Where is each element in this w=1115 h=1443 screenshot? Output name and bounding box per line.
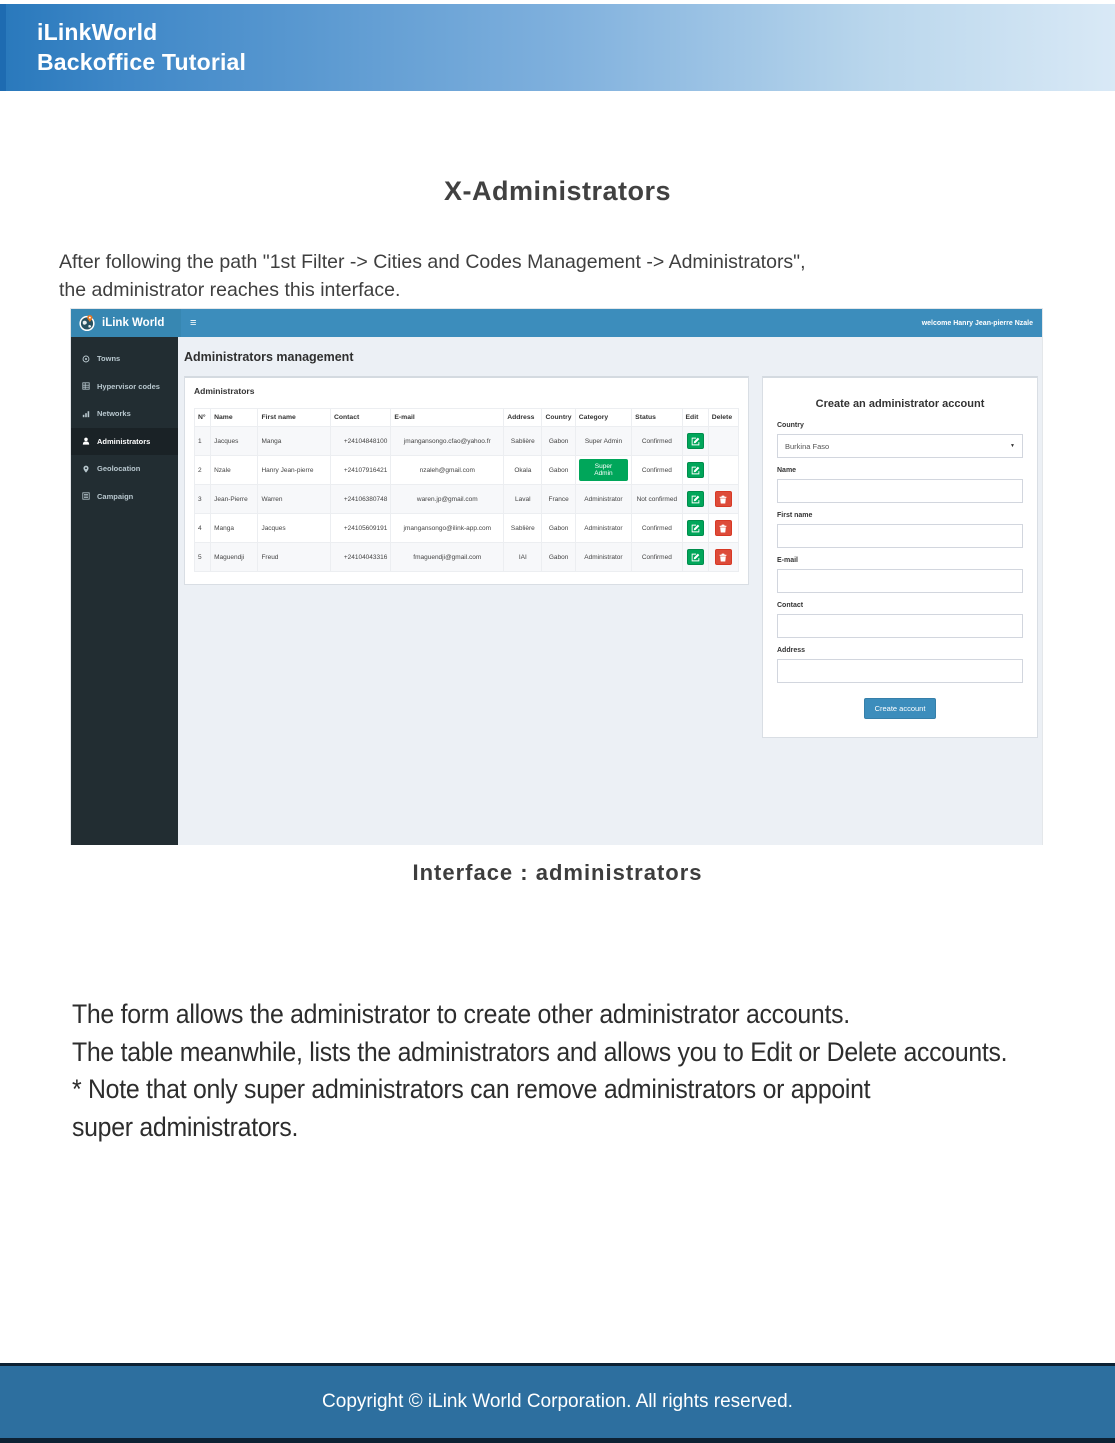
contact-field[interactable] (777, 614, 1023, 638)
contact-label: Contact (777, 602, 804, 609)
chevron-down-icon: ▼ (1010, 443, 1015, 449)
app-content (178, 337, 1042, 845)
cell-status: Confirmed (632, 543, 682, 572)
create-account-panel (762, 376, 1038, 738)
address-field[interactable] (777, 659, 1023, 683)
first-name-label: First name (777, 512, 813, 519)
col-header-address: Address (504, 409, 542, 427)
cell-email: nzaleh@gmail.com (391, 456, 504, 485)
col-header-country: Country (542, 409, 575, 427)
cell-status: Not confirmed (632, 485, 682, 514)
ilink-world-logo-icon (78, 314, 96, 332)
col-header-name: Name (211, 409, 258, 427)
sidebar-item-towns[interactable] (71, 345, 178, 373)
cell-address: Okala (504, 456, 542, 485)
address-label: Address (777, 647, 806, 654)
cell-country: Gabon (542, 543, 575, 572)
col-header-email: E-mail (391, 409, 504, 427)
cell-category: Administrator (575, 514, 631, 543)
sidebar-item-label: Networks (97, 409, 131, 419)
cell-email: jmangansongo@ilink-app.com (391, 514, 504, 543)
body-line-2: The table meanwhile, lists the administrators and allows you to Edit or Delete accounts. (72, 1036, 1008, 1067)
cell-country: Gabon (542, 514, 575, 543)
app-navbar (181, 309, 1042, 337)
body-line-3: * Note that only super administrators can remove administrators or appoint (72, 1074, 871, 1104)
cell-status: Confirmed (632, 427, 682, 456)
administrators-table (194, 408, 739, 572)
table-panel-title: Administrators (194, 386, 255, 396)
cell-first-name: Warren (258, 485, 331, 514)
cell-country: France (542, 485, 575, 514)
edit-pencil-icon (691, 553, 700, 562)
cell-category: Administrator (575, 485, 631, 514)
intro-line-2: the administrator reaches this interface. (59, 279, 401, 301)
edit-button[interactable] (687, 520, 704, 536)
body-paragraph (72, 996, 1007, 1146)
cell-number: 2 (195, 456, 211, 485)
cell-country: Gabon (542, 456, 575, 485)
country-label: Country (777, 422, 804, 429)
cell-name: Jacques (211, 427, 258, 456)
col-header-contact: Contact (330, 409, 390, 427)
cell-number: 4 (195, 514, 211, 543)
edit-pencil-icon (691, 524, 700, 533)
cell-email: fmaguendji@gmail.com (391, 543, 504, 572)
body-line-1: The form allows the administrator to create other administrator accounts. (72, 999, 850, 1029)
edit-button[interactable] (687, 549, 704, 565)
trash-icon (719, 524, 727, 533)
administrators-table-panel (184, 376, 749, 585)
sidebar-item-hypervisor-codes[interactable] (71, 373, 178, 401)
table-header-row (195, 409, 739, 427)
sidebar-item-label: Hypervisor codes (97, 381, 160, 391)
app-topbar (71, 309, 1042, 337)
col-header-first-name: First name (258, 409, 331, 427)
networks-icon (82, 410, 90, 418)
col-header-category: Category (575, 409, 631, 427)
sidebar-item-networks[interactable] (71, 400, 178, 428)
edit-button[interactable] (687, 462, 704, 478)
intro-line-1: After following the path "1st Filter -> Cities and Codes Management -> Administrators", (59, 251, 806, 273)
table-row (195, 514, 739, 543)
cell-name: Manga (211, 514, 258, 543)
email-field[interactable] (777, 569, 1023, 593)
sidebar-item-label: Geolocation (97, 464, 141, 474)
cell-first-name: Manga (258, 427, 331, 456)
cell-first-name: Freud (258, 543, 331, 572)
cell-contact: +24104043316 (330, 543, 390, 572)
screenshot-caption: Interface : administrators (412, 860, 703, 885)
col-header-status: Status (632, 409, 682, 427)
towns-icon (82, 355, 90, 363)
cell-status: Confirmed (632, 514, 682, 543)
table-row (195, 456, 739, 485)
hamburger-menu-icon[interactable]: ≡ (190, 317, 197, 329)
cell-contact: +24106380748 (330, 485, 390, 514)
country-select[interactable] (777, 434, 1023, 458)
edit-button[interactable] (687, 433, 704, 449)
cell-category: Super Admin (575, 427, 631, 456)
email-label: E-mail (777, 557, 799, 564)
table-row (195, 485, 739, 514)
sidebar-item-label: Towns (97, 354, 121, 364)
cell-delete-empty (708, 427, 738, 456)
name-label: Name (777, 467, 797, 474)
sidebar-item-geolocation[interactable] (71, 455, 178, 483)
cell-contact: +24104848100 (330, 427, 390, 456)
edit-pencil-icon (691, 437, 700, 446)
create-account-title: Create an administrator account (815, 398, 985, 410)
delete-button[interactable] (715, 520, 732, 536)
cell-address: Laval (504, 485, 542, 514)
country-selected-value: Burkina Faso (785, 441, 830, 451)
cell-address: IAI (504, 543, 542, 572)
cell-address: Sablière (504, 427, 542, 456)
edit-pencil-icon (691, 466, 700, 475)
cell-name: Maguendji (211, 543, 258, 572)
first-name-field[interactable] (777, 524, 1023, 548)
cell-first-name: Jacques (258, 514, 331, 543)
table-row (195, 427, 739, 456)
cell-delete-empty (708, 456, 738, 485)
cell-address: Sablière (504, 514, 542, 543)
app-logo[interactable] (71, 309, 181, 337)
header-banner (0, 4, 1115, 91)
cell-name: Nzale (211, 456, 258, 485)
hypervisor-codes-icon (82, 382, 90, 390)
sidebar-item-campaign[interactable] (71, 483, 178, 511)
col-header-edit: Edit (682, 409, 708, 427)
cell-email: waren.jp@gmail.com (391, 485, 504, 514)
page-title: X-Administrators (443, 176, 672, 206)
cell-name: Jean-Pierre (211, 485, 258, 514)
sidebar-item-label: Administrators (97, 436, 151, 446)
cell-first-name: Hanry Jean-pierre (258, 456, 331, 485)
app-sidebar (71, 337, 178, 845)
welcome-user-label[interactable]: welcome Hanry Jean-pierre Nzale (921, 319, 1033, 327)
cell-status: Confirmed (632, 456, 682, 485)
cell-country: Gabon (542, 427, 575, 456)
app-screenshot (70, 308, 1043, 845)
col-header-delete: Delete (708, 409, 738, 427)
body-line-4: super administrators. (72, 1111, 299, 1142)
cell-contact: +24107916421 (330, 456, 390, 485)
footer-bar (0, 1363, 1115, 1443)
trash-icon (719, 495, 727, 504)
sidebar-item-label: Campaign (97, 491, 134, 501)
edit-button[interactable] (687, 491, 704, 507)
campaign-icon (82, 492, 90, 500)
delete-button[interactable] (715, 491, 732, 507)
cell-number: 3 (195, 485, 211, 514)
trash-icon (719, 553, 727, 562)
copyright-text: Copyright © iLink World Corporation. All rights reserved. (322, 1391, 793, 1412)
col-header-number: N° (195, 409, 211, 427)
intro-paragraph (59, 248, 806, 304)
banner-subtitle: Backoffice Tutorial (37, 49, 247, 75)
app-body (71, 337, 1042, 845)
create-account-button[interactable]: Create account (864, 698, 937, 719)
app-brand-name: iLink World (102, 317, 165, 329)
super-admin-badge[interactable]: Super Admin (579, 459, 628, 481)
delete-button[interactable] (715, 549, 732, 565)
geolocation-icon (82, 465, 90, 473)
table-row (195, 543, 739, 572)
sidebar-item-administrators[interactable] (71, 428, 178, 456)
cell-number: 5 (195, 543, 211, 572)
name-field[interactable] (777, 479, 1023, 503)
administrators-icon (82, 437, 90, 445)
edit-pencil-icon (691, 495, 700, 504)
cell-email: jmangansongo.cfao@yahoo.fr (391, 427, 504, 456)
cell-category: Administrator (575, 543, 631, 572)
banner-title: iLinkWorld (37, 19, 158, 45)
content-heading: Administrators management (184, 350, 354, 364)
cell-number: 1 (195, 427, 211, 456)
cell-contact: +24105609191 (330, 514, 390, 543)
